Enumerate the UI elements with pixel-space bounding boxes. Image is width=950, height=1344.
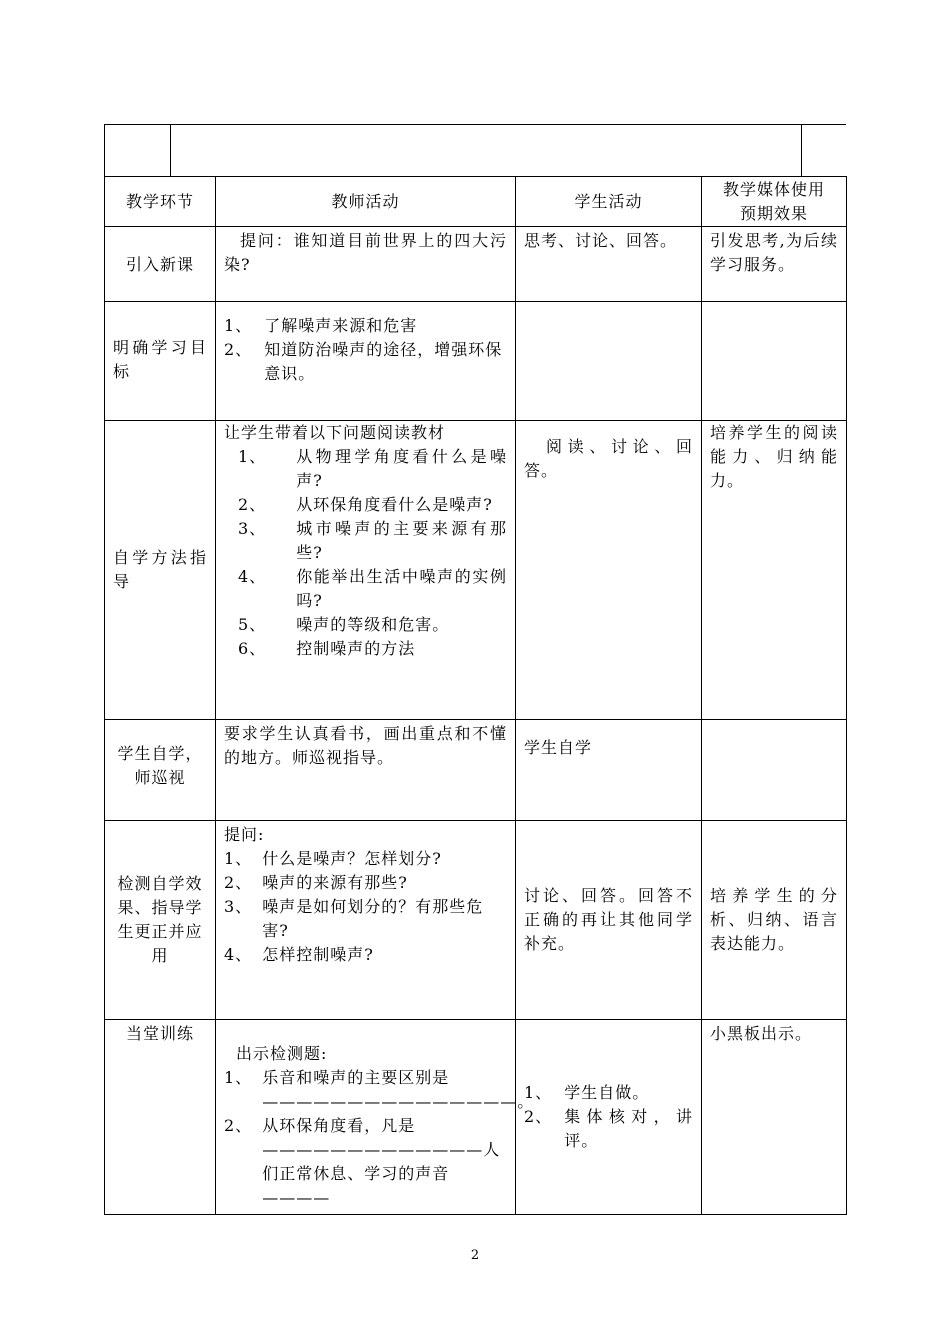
header-stage: 教学环节 [105, 177, 216, 227]
media-cell: 小黑板出示。 [702, 1020, 847, 1215]
media-cell: 培养学生的分析、归纳、语言表达能力。 [702, 821, 847, 1020]
stage-cell: 引入新课 [105, 227, 216, 302]
student-cell: 思考、讨论、回答。 [516, 227, 702, 302]
list-item: 1、 了解噪声来源和危害 [224, 316, 418, 335]
header-student: 学生活动 [516, 177, 702, 227]
stage-cell: 检测自学效果、指导学生更正并应用 [105, 821, 216, 1020]
table-row [105, 227, 847, 302]
table-row [105, 720, 847, 821]
stage-cell: 当堂训练 [105, 1020, 216, 1215]
lesson-plan-table [104, 176, 847, 1215]
media-cell: 引发思考,为后续学习服务。 [702, 227, 847, 302]
list-item: 2、 噪声的来源有那些? [224, 873, 408, 892]
teacher-cell: 提问：谁知道目前世界上的四大污染? [216, 227, 516, 302]
media-cell [702, 720, 847, 821]
list-item: 1、 什么是噪声？怎样划分? [224, 849, 442, 868]
table-row [105, 421, 847, 720]
teacher-cell: 要求学生认真看书，画出重点和不懂的地方。师巡视指导。 [216, 720, 516, 821]
teacher-cell: 让学生带着以下问题阅读教材 1、 从物理学角度看什么是噪声? 2、 从环保角度看什么是噪声? 3、 城市噪声的主要来源有那些? 4、 你能举出生活中噪声的实例吗? 5、 噪声的等级和危害。 6、 控制噪声的方法 [216, 421, 516, 720]
media-cell [702, 302, 847, 421]
list-item: 1、 乐音和噪声的主要区别是———————————————。 [224, 1068, 535, 1111]
list-item: 1、 学生自做。 [524, 1083, 650, 1102]
student-cell: 讨论、回答。回答不正确的再让其他同学补充。 [516, 821, 702, 1020]
list-item: 1、 从物理学角度看什么是噪声? [238, 447, 507, 490]
list-item: 4、 你能举出生活中噪声的实例吗? [238, 567, 507, 610]
student-cell: 学生自学 [516, 720, 702, 821]
student-cell: 阅读、讨论、回答。 [516, 421, 702, 720]
table-row [105, 821, 847, 1020]
stage-cell: 学生自学， 师巡视 [105, 720, 216, 821]
page-number: 2 [470, 1248, 480, 1263]
student-cell [516, 302, 702, 421]
stage-cell: 自学方法指导 [105, 421, 216, 720]
stage-cell: 明确学习目标 [105, 302, 216, 421]
top-table-fragment [104, 124, 846, 176]
table-row [105, 1020, 847, 1215]
list-item: 2、 从环保角度看，凡是—————————————人们正常休息、学习的声音———— [224, 1116, 501, 1207]
media-cell: 培养学生的阅读能力、归纳能力。 [702, 421, 847, 720]
teacher-cell: 提问: 1、 什么是噪声？怎样划分? 2、 噪声的来源有那些? 3、 噪声是如何划分的？有那些危害? 4、 怎样控制噪声? [216, 821, 516, 1020]
list-item: 4、 怎样控制噪声? [224, 945, 374, 964]
list-item: 2、 知道防治噪声的途径，增强环保意识。 [224, 340, 503, 383]
list-item: 6、 控制噪声的方法 [238, 639, 416, 658]
list-item: 5、 噪声的等级和危害。 [238, 615, 450, 634]
table-row [105, 302, 847, 421]
list-item: 2、 集体核对，讲评。 [524, 1107, 693, 1150]
header-media: 教学媒体使用 预期效果 [702, 177, 847, 227]
teacher-cell [216, 302, 516, 421]
teacher-cell: 出示检测题: 1、 乐音和噪声的主要区别是———————————————。 2、 从环保角度看，凡是—————————————人们正常休息、学习的声音———— [216, 1020, 516, 1215]
table-header-row [105, 177, 847, 227]
list-item: 3、 城市噪声的主要来源有那些? [238, 519, 507, 562]
student-cell [516, 1020, 702, 1215]
list-item: 3、 噪声是如何划分的？有那些危害? [224, 897, 484, 940]
list-item: 2、 从环保角度看什么是噪声? [238, 495, 493, 514]
header-teacher: 教师活动 [216, 177, 516, 227]
